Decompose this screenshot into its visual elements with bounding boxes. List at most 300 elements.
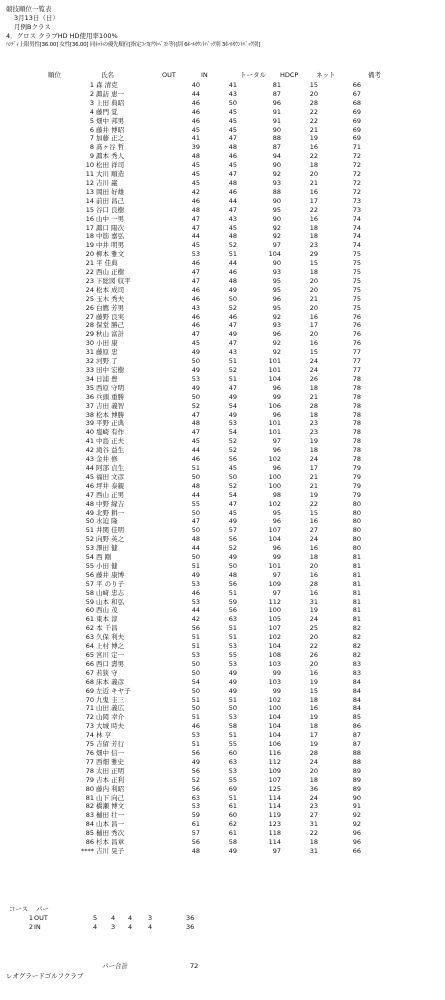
row-hdcp: 21 (309, 294, 318, 303)
table-row (0, 259, 445, 268)
row-name: 中筋 嘉弘 (96, 232, 125, 241)
row-out: 51 (191, 695, 200, 704)
row-out: 46 (191, 321, 200, 330)
row-net: 69 (352, 134, 361, 143)
row-out: 46 (191, 294, 200, 303)
row-rank: 77 (85, 757, 94, 766)
row-out: 53 (191, 731, 200, 740)
row-rank: 42 (85, 446, 94, 455)
row-net: 79 (352, 472, 361, 481)
table-row (0, 829, 445, 838)
row-rank: 41 (85, 437, 94, 446)
row-out: 46 (191, 588, 200, 597)
row-name: 樋田 壮一 (96, 811, 125, 820)
row-total: 93 (272, 321, 281, 330)
table-row (0, 633, 445, 642)
row-rank: **** (81, 846, 94, 855)
table-row (0, 606, 445, 615)
table-row (0, 562, 445, 571)
row-rank: 43 (85, 455, 94, 464)
table-row (0, 384, 445, 393)
row-total: 101 (268, 561, 281, 570)
row-out: 42 (191, 187, 200, 196)
row-hdcp: 18 (309, 161, 318, 170)
row-out: 51 (191, 642, 200, 651)
row-rank: 59 (85, 597, 94, 606)
row-out: 46 (191, 259, 200, 268)
row-total: 102 (268, 633, 281, 642)
row-rank: 74 (85, 731, 94, 740)
row-total: 92 (272, 232, 281, 241)
row-name: 中島 正夫 (96, 437, 125, 446)
row-rank: 20 (85, 250, 94, 259)
row-net: 76 (352, 321, 361, 330)
row-name: 小田 健 (96, 561, 118, 570)
row-in: 45 (228, 107, 237, 116)
row-total: 90 (272, 259, 281, 268)
row-out: 49 (191, 757, 200, 766)
col-hdcp: HDCP (280, 71, 299, 79)
row-out: 51 (191, 463, 200, 472)
row-net: 78 (352, 383, 361, 392)
row-name: 北野 耕一 (96, 508, 125, 517)
row-total: 96 (272, 98, 281, 107)
row-out: 44 (191, 232, 200, 241)
row-net: 89 (352, 784, 361, 793)
row-name: 林 亨 (96, 731, 112, 740)
row-out: 50 (191, 526, 200, 535)
row-hdcp: 16 (309, 312, 318, 321)
table-row (0, 446, 445, 455)
row-hdcp: 16 (309, 570, 318, 579)
row-net: 85 (352, 713, 361, 722)
row-net: 74 (352, 241, 361, 250)
row-out: 57 (191, 829, 200, 838)
row-rank: 27 (85, 312, 94, 321)
row-total: 112 (268, 597, 281, 606)
course-par: 4 (93, 923, 98, 931)
row-in: 51 (228, 624, 237, 633)
row-rank: 84 (85, 820, 94, 829)
row-net: 81 (352, 553, 361, 562)
row-net: 86 (352, 722, 361, 731)
row-net: 76 (352, 330, 361, 339)
row-out: 51 (191, 633, 200, 642)
table-row (0, 571, 445, 580)
row-total: 90 (272, 125, 281, 134)
row-hdcp: 27 (309, 811, 318, 820)
course-par: 4 (128, 914, 133, 922)
row-net: 79 (352, 481, 361, 490)
row-in: 49 (228, 410, 237, 419)
row-rank: 30 (85, 339, 94, 348)
row-net: 81 (352, 597, 361, 606)
row-in: 52 (228, 481, 237, 490)
row-total: 97 (272, 437, 281, 446)
row-hdcp: 28 (309, 98, 318, 107)
row-total: 103 (268, 677, 281, 686)
row-total: 87 (272, 89, 281, 98)
table-row (0, 250, 445, 259)
row-total: 100 (268, 606, 281, 615)
row-rank: 53 (85, 544, 94, 553)
row-rank: 8 (89, 143, 94, 152)
row-hdcp: 18 (309, 553, 318, 562)
col-remarks: 備考 (368, 71, 381, 79)
row-in: 45 (228, 463, 237, 472)
table-row (0, 544, 445, 553)
row-net: 71 (352, 143, 361, 152)
row-hdcp: 19 (309, 713, 318, 722)
row-rank: 19 (85, 241, 94, 250)
row-net: 80 (352, 517, 361, 526)
row-total: 104 (268, 642, 281, 651)
results-table (0, 81, 445, 856)
col-out: OUT (162, 71, 176, 79)
rule-line: ﾊﾝﾃﾞｨ上限男性[36.00] 女性[36.00] 同ﾈｯﾄの優先順位[指定ｺｰｽ(ｱｳﾄﾍﾞｽﾄ等)]別 6ﾎｰﾙｶｳﾝﾄﾊﾞｯｸ別 3ﾎｰﾙｶｳﾝﾄﾊﾞｯｸ別] (6, 42, 261, 48)
table-row (0, 491, 445, 500)
row-hdcp: 25 (309, 624, 318, 633)
row-in: 48 (228, 232, 237, 241)
row-name: 藤井 康博 (96, 570, 125, 579)
row-total: 125 (268, 784, 281, 793)
row-total: 99 (272, 668, 281, 677)
row-hdcp: 22 (309, 642, 318, 651)
row-out: 52 (191, 775, 200, 784)
row-hdcp: 31 (309, 820, 318, 829)
row-hdcp: 15 (309, 348, 318, 357)
row-net: 84 (352, 695, 361, 704)
row-name: 太田 正明 (96, 766, 125, 775)
row-rank: 81 (85, 793, 94, 802)
row-total: 112 (268, 757, 281, 766)
row-out: 48 (191, 535, 200, 544)
row-hdcp: 24 (309, 366, 318, 374)
row-rank: 29 (85, 330, 94, 339)
col-rank: 順位 (48, 71, 61, 79)
row-name: 西山 正男 (96, 490, 125, 499)
row-name: 吉田 義智 (96, 401, 125, 410)
table-row (0, 375, 445, 384)
row-name: 澤田 健 (96, 544, 118, 553)
table-row (0, 313, 445, 322)
table-row (0, 615, 445, 624)
table-row (0, 678, 445, 687)
row-total: 96 (272, 517, 281, 526)
row-name: 西畑 雅史 (96, 757, 125, 766)
row-hdcp: 21 (309, 125, 318, 134)
row-total: 96 (272, 330, 281, 339)
row-rank: 37 (85, 401, 94, 410)
table-row (0, 357, 445, 366)
row-net: 72 (352, 170, 361, 179)
table-row (0, 642, 445, 651)
row-in: 50 (228, 704, 237, 713)
row-rank: 22 (85, 268, 94, 277)
row-rank: 76 (85, 748, 94, 757)
row-name: 樋田 秀次 (96, 829, 125, 838)
row-net: 90 (352, 793, 361, 802)
row-net: 69 (352, 107, 361, 116)
row-rank: 11 (85, 170, 94, 179)
row-rank: 58 (85, 588, 94, 597)
row-net: 80 (352, 544, 361, 553)
row-out: 44 (191, 446, 200, 455)
row-name: 諏訪 恵一 (96, 89, 125, 98)
row-name: 山﨑 忠志 (96, 588, 125, 597)
table-row (0, 669, 445, 678)
row-in: 54 (228, 401, 237, 410)
row-hdcp: 24 (309, 357, 318, 366)
table-row (0, 696, 445, 705)
row-net: 69 (352, 125, 361, 134)
row-rank: 73 (85, 722, 94, 731)
row-name: 塩崎 有作 (96, 428, 125, 437)
row-rank: 1 (89, 81, 94, 89)
row-net: 82 (352, 642, 361, 651)
row-in: 46 (228, 312, 237, 321)
table-row (0, 802, 445, 811)
row-out: 45 (191, 125, 200, 134)
row-name: 下総図 収平 (96, 276, 131, 285)
row-hdcp: 20 (309, 285, 318, 294)
row-in: 46 (228, 152, 237, 161)
row-out: 51 (191, 713, 200, 722)
row-in: 54 (228, 490, 237, 499)
row-out: 49 (191, 570, 200, 579)
row-out: 47 (191, 410, 200, 419)
row-total: 101 (268, 357, 281, 366)
row-rank: 32 (85, 357, 94, 366)
row-hdcp: 20 (309, 659, 318, 668)
row-rank: 26 (85, 303, 94, 312)
table-row (0, 526, 445, 535)
row-hdcp: 20 (309, 633, 318, 642)
row-hdcp: 26 (309, 651, 318, 659)
row-out: 52 (191, 401, 200, 410)
row-net: 80 (352, 526, 361, 535)
row-rank: 67 (85, 668, 94, 677)
row-name: 山田 義広 (96, 704, 125, 713)
row-net: 78 (352, 437, 361, 446)
row-rank: 2 (89, 89, 94, 98)
row-in: 44 (228, 259, 237, 268)
row-hdcp: 17 (309, 731, 318, 740)
row-name: 杉本 昌章 (96, 838, 125, 847)
row-rank: 54 (85, 553, 94, 562)
row-name: 東本 淳 (96, 615, 118, 624)
row-rank: 69 (85, 686, 94, 695)
row-out: 45 (191, 178, 200, 187)
row-net: 67 (352, 89, 361, 98)
row-name: 河野 了 (96, 357, 118, 366)
row-rank: 40 (85, 428, 94, 437)
course-row-out (0, 914, 445, 923)
row-rank: 56 (85, 570, 94, 579)
table-row (0, 339, 445, 348)
row-name: 松本 博勝 (96, 410, 125, 419)
row-net: 89 (352, 766, 361, 775)
table-row (0, 402, 445, 411)
row-net: 92 (352, 811, 361, 820)
row-name: 若狭 守 (96, 668, 118, 677)
row-name: 森 清克 (96, 81, 118, 89)
row-total: 91 (272, 116, 281, 125)
row-out: 46 (191, 116, 200, 125)
row-in: 52 (228, 366, 237, 374)
table-row (0, 704, 445, 713)
row-hdcp: 21 (309, 481, 318, 490)
row-out: 44 (191, 606, 200, 615)
row-total: 123 (268, 820, 281, 829)
row-total: 109 (268, 766, 281, 775)
row-in: 45 (228, 508, 237, 517)
row-rank: 57 (85, 579, 94, 588)
row-in: 61 (228, 802, 237, 811)
row-total: 95 (272, 508, 281, 517)
row-hdcp: 15 (309, 686, 318, 695)
row-net: 83 (352, 668, 361, 677)
row-net: 74 (352, 223, 361, 232)
table-row (0, 232, 445, 241)
row-in: 48 (228, 143, 237, 152)
row-rank: 61 (85, 615, 94, 624)
row-in: 51 (228, 357, 237, 366)
row-net: 77 (352, 348, 361, 357)
table-row (0, 687, 445, 696)
row-hdcp: 22 (309, 499, 318, 508)
row-total: 102 (268, 499, 281, 508)
row-hdcp: 24 (309, 455, 318, 464)
row-hdcp: 15 (309, 259, 318, 268)
row-net: 80 (352, 499, 361, 508)
row-total: 95 (272, 285, 281, 294)
table-row (0, 206, 445, 215)
row-rank: 60 (85, 606, 94, 615)
row-in: 51 (228, 588, 237, 597)
table-row (0, 428, 445, 437)
row-in: 56 (228, 606, 237, 615)
row-total: 114 (268, 802, 281, 811)
row-out: 46 (191, 722, 200, 731)
row-total: 99 (272, 686, 281, 695)
row-hdcp: 28 (309, 579, 318, 588)
row-name: 向野 英之 (96, 535, 125, 544)
row-in: 51 (228, 793, 237, 802)
row-rank: 17 (85, 223, 94, 232)
row-in: 53 (228, 713, 237, 722)
row-in: 52 (228, 303, 237, 312)
row-in: 60 (228, 811, 237, 820)
row-rank: 64 (85, 642, 94, 651)
row-hdcp: 16 (309, 143, 318, 152)
row-hdcp: 18 (309, 268, 318, 277)
row-in: 44 (228, 196, 237, 205)
row-name: 水迫 隆 (96, 517, 118, 526)
row-rank: 16 (85, 214, 94, 223)
row-hdcp: 24 (309, 757, 318, 766)
row-name: 加藤 正之 (96, 134, 125, 143)
row-name: 左近 キヤ子 (96, 686, 131, 695)
row-out: 47 (191, 517, 200, 526)
row-in: 51 (228, 250, 237, 259)
table-row (0, 464, 445, 473)
table-row (0, 143, 445, 152)
table-row (0, 179, 445, 188)
row-hdcp: 19 (309, 606, 318, 615)
row-out: 45 (191, 339, 200, 348)
row-total: 87 (272, 143, 281, 152)
row-rank: 3 (89, 98, 94, 107)
row-out: 63 (191, 793, 200, 802)
row-rank: 82 (85, 802, 94, 811)
row-in: 45 (228, 125, 237, 134)
row-in: 47 (228, 170, 237, 179)
course-row-name: IN (34, 923, 41, 931)
row-out: 53 (191, 250, 200, 259)
row-total: 108 (268, 651, 281, 659)
row-total: 92 (272, 223, 281, 232)
row-hdcp: 18 (309, 775, 318, 784)
row-net: 87 (352, 731, 361, 740)
row-in: 49 (228, 392, 237, 401)
row-in: 53 (228, 766, 237, 775)
table-row (0, 134, 445, 143)
row-out: 45 (191, 161, 200, 170)
row-hdcp: 20 (309, 170, 318, 179)
row-rank: 21 (85, 259, 94, 268)
row-hdcp: 16 (309, 704, 318, 713)
row-total: 105 (268, 615, 281, 624)
table-row (0, 509, 445, 518)
row-name: 宮川 定一 (96, 651, 125, 659)
row-name: 中井 明男 (96, 241, 125, 250)
row-net: 78 (352, 374, 361, 383)
row-net: 75 (352, 250, 361, 259)
row-out: 46 (191, 196, 200, 205)
row-out: 50 (191, 659, 200, 668)
row-name: 藤内 利昭 (96, 784, 125, 793)
event-date: 3月13日（日） (14, 14, 59, 22)
row-in: 53 (228, 642, 237, 651)
row-total: 97 (272, 241, 281, 250)
row-out: 49 (191, 366, 200, 374)
row-out: 45 (191, 241, 200, 250)
row-out: 47 (191, 268, 200, 277)
row-name: 吉本 正利 (96, 775, 125, 784)
row-in: 60 (228, 748, 237, 757)
row-out: 53 (191, 802, 200, 811)
row-net: 76 (352, 312, 361, 321)
table-row (0, 838, 445, 847)
row-name: 床本 義彦 (96, 677, 125, 686)
row-rank: 68 (85, 677, 94, 686)
row-name: 諏口 陽次 (96, 223, 125, 232)
row-in: 50 (228, 561, 237, 570)
row-total: 109 (268, 579, 281, 588)
table-row (0, 517, 445, 526)
row-hdcp: 28 (309, 748, 318, 757)
row-rank: 86 (85, 838, 94, 847)
row-in: 46 (228, 268, 237, 277)
row-out: 56 (191, 766, 200, 775)
row-net: 84 (352, 677, 361, 686)
row-hdcp: 16 (309, 544, 318, 553)
row-rank: 71 (85, 704, 94, 713)
row-net: 75 (352, 285, 361, 294)
row-out: 41 (191, 134, 200, 143)
row-hdcp: 18 (309, 446, 318, 455)
